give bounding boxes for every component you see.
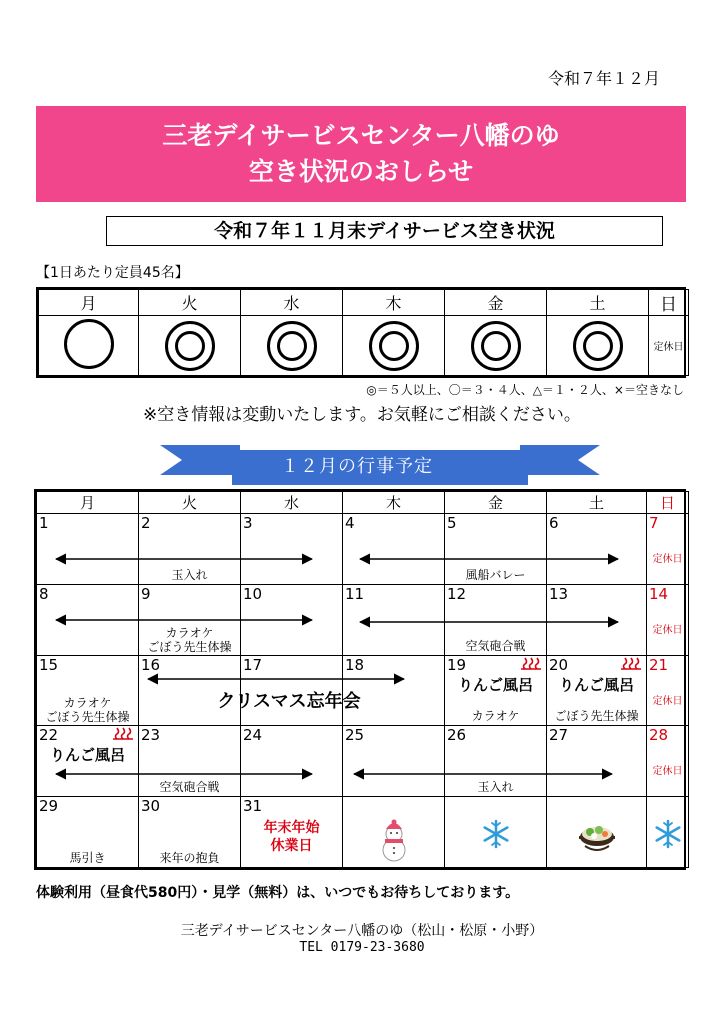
snowflake-icon — [653, 819, 683, 849]
date-number: 29 — [39, 797, 59, 816]
event-label: 来年の抱負 — [159, 851, 220, 865]
calendar-title: １２月の行事予定 — [281, 456, 433, 477]
event-label — [37, 696, 138, 724]
date-number: 30 — [141, 797, 161, 816]
avail-status-sun: 定休日 — [649, 316, 689, 376]
event-line: 年末年始 — [263, 820, 320, 837]
calendar-cell — [547, 584, 647, 655]
cal-day-mon: 月 — [37, 492, 139, 514]
date-number: 4 — [345, 514, 355, 532]
closed-label: 定休日 — [652, 695, 683, 707]
availability-legend: ◎＝５人以上、〇＝３・４人、△＝１・２人、×＝空きなし — [366, 383, 684, 397]
event-line: ごぼう先生体操 — [147, 639, 232, 654]
date-number: 25 — [345, 726, 365, 745]
avail-day-thu: 木 — [343, 290, 445, 316]
avail-day-tue: 火 — [139, 290, 241, 316]
issue-date: 令和７年１２月 — [548, 69, 661, 88]
calendar-cell — [241, 584, 343, 655]
calendar-cell — [647, 584, 689, 655]
calendar-cell — [241, 797, 343, 868]
calendar-cell — [139, 726, 241, 797]
cal-day-sun: 日 — [647, 492, 689, 514]
date-number: 16 — [141, 655, 161, 674]
availability-notice: ※空き情報は変動いたします。お気軽にご相談ください。 — [143, 405, 581, 425]
event-label: ごぼう先生体操 — [554, 709, 639, 724]
double-circle-icon — [369, 321, 419, 371]
event-line: カラオケ — [63, 696, 112, 711]
event-label: りんご風呂 — [49, 746, 125, 765]
event-label: 玉入れ — [477, 780, 514, 795]
cal-day-fri: 金 — [445, 492, 547, 514]
calendar-cell — [647, 514, 689, 585]
calendar-cell — [445, 797, 547, 868]
event-label — [139, 626, 240, 654]
date-number: 3 — [243, 514, 253, 532]
date-number: 18 — [345, 655, 365, 674]
christmas-party-label: クリスマス忘年会 — [217, 691, 361, 712]
date-number: 23 — [141, 726, 161, 745]
calendar-cell — [547, 726, 647, 797]
calendar-cell — [647, 726, 689, 797]
avail-status-sat — [547, 316, 649, 376]
event-line: カラオケ — [165, 625, 214, 640]
title-line-1: 三老デイサービスセンター八幡のゆ — [162, 121, 560, 150]
event-label: 空気砲合戦 — [465, 638, 526, 653]
calendar-cell — [647, 655, 689, 726]
cal-day-thu: 木 — [343, 492, 445, 514]
event-line: 休業日 — [270, 838, 313, 855]
calendar-cell — [445, 726, 547, 797]
date-number: 26 — [447, 726, 467, 745]
cal-day-wed: 水 — [241, 492, 343, 514]
availability-table — [36, 287, 686, 378]
calendar-cell — [37, 514, 139, 585]
calendar-cell — [37, 655, 139, 726]
event-line: ごぼう先生体操 — [45, 710, 130, 725]
calendar-cell — [647, 797, 689, 868]
calendar-cell — [37, 584, 139, 655]
trial-notice: 体験利用（昼食代580円）・見学（無料）は、いつでもお待ちしております。 — [36, 885, 520, 901]
date-number: 27 — [549, 726, 569, 745]
event-label: りんご風呂 — [457, 675, 533, 694]
avail-status-wed — [241, 316, 343, 376]
event-label — [241, 819, 342, 855]
date-number: 22 — [39, 726, 59, 745]
avail-status-fri — [445, 316, 547, 376]
avail-day-sat: 土 — [547, 290, 649, 316]
avail-day-sun: 日 — [649, 290, 689, 316]
calendar-cell — [37, 726, 139, 797]
snowman-icon — [377, 819, 411, 863]
date-number: 28 — [649, 726, 669, 745]
date-number: 19 — [447, 655, 467, 674]
closed-label: 定休日 — [652, 554, 683, 565]
avail-day-fri: 金 — [445, 290, 547, 316]
onsen-icon — [620, 657, 642, 671]
date-number: 11 — [345, 584, 365, 603]
event-label: カラオケ — [471, 709, 520, 724]
date-number: 8 — [39, 584, 49, 603]
date-number: 14 — [649, 584, 669, 603]
date-number: 12 — [447, 584, 467, 603]
date-number: 13 — [549, 584, 569, 603]
event-label: りんご風呂 — [558, 675, 634, 694]
onsen-icon — [112, 727, 134, 741]
avail-day-mon: 月 — [39, 290, 139, 316]
title-banner — [36, 106, 686, 202]
date-number: 6 — [549, 514, 559, 532]
double-circle-icon — [573, 321, 623, 371]
date-number: 15 — [39, 655, 59, 674]
date-number: 17 — [243, 655, 263, 674]
calendar-cell — [343, 726, 445, 797]
calendar-cell — [241, 726, 343, 797]
calendar-cell — [445, 584, 547, 655]
calendar-cell — [547, 655, 647, 726]
closed-label: 定休日 — [652, 624, 683, 636]
date-number: 7 — [649, 514, 659, 532]
date-number: 24 — [243, 726, 263, 745]
calendar-cell — [37, 797, 139, 868]
date-number: 9 — [141, 584, 151, 603]
cal-day-sat: 土 — [547, 492, 647, 514]
avail-status-thu — [343, 316, 445, 376]
telephone: TEL 0179-23-3680 — [299, 940, 425, 955]
double-circle-icon — [471, 321, 521, 371]
single-circle-icon — [64, 319, 114, 369]
calendar-cell — [343, 584, 445, 655]
onsen-icon — [520, 657, 542, 671]
title-line-2: 空き状況のおしらせ — [248, 157, 474, 186]
double-circle-icon — [267, 321, 317, 371]
date-number: 1 — [39, 514, 49, 532]
capacity-note: 【1日あたり定員45名】 — [36, 265, 189, 281]
date-number: 2 — [141, 514, 151, 532]
date-number: 21 — [649, 655, 669, 674]
avail-day-wed: 水 — [241, 290, 343, 316]
avail-status-mon — [39, 316, 139, 376]
calendar-cell — [445, 655, 547, 726]
event-calendar — [34, 489, 686, 870]
calendar-cell — [241, 514, 343, 585]
date-number: 31 — [243, 797, 263, 816]
snowflake-icon — [481, 819, 511, 849]
date-number: 10 — [243, 584, 263, 603]
calendar-cell — [445, 514, 547, 585]
event-label: 馬引き — [69, 851, 106, 865]
date-number: 5 — [447, 514, 457, 532]
event-label: 玉入れ — [171, 567, 208, 582]
date-number: 20 — [549, 655, 569, 674]
hotpot-icon — [577, 819, 617, 855]
calendar-cell — [139, 584, 241, 655]
calendar-cell — [343, 514, 445, 585]
cal-day-tue: 火 — [139, 492, 241, 514]
facility-name: 三老デイサービスセンター八幡のゆ（松山・松原・小野） — [180, 923, 544, 939]
avail-status-tue — [139, 316, 241, 376]
calendar-cell — [139, 514, 241, 585]
event-label: 風船バレー — [465, 567, 526, 582]
closed-label: 定休日 — [652, 766, 683, 778]
calendar-cell — [343, 797, 445, 868]
double-circle-icon — [165, 321, 215, 371]
calendar-cell — [547, 514, 647, 585]
calendar-cell — [139, 797, 241, 868]
calendar-cell — [547, 797, 647, 868]
availability-subtitle: 令和７年１１月末デイサービス空き状況 — [106, 216, 663, 246]
event-label: 空気砲合戦 — [159, 780, 220, 795]
